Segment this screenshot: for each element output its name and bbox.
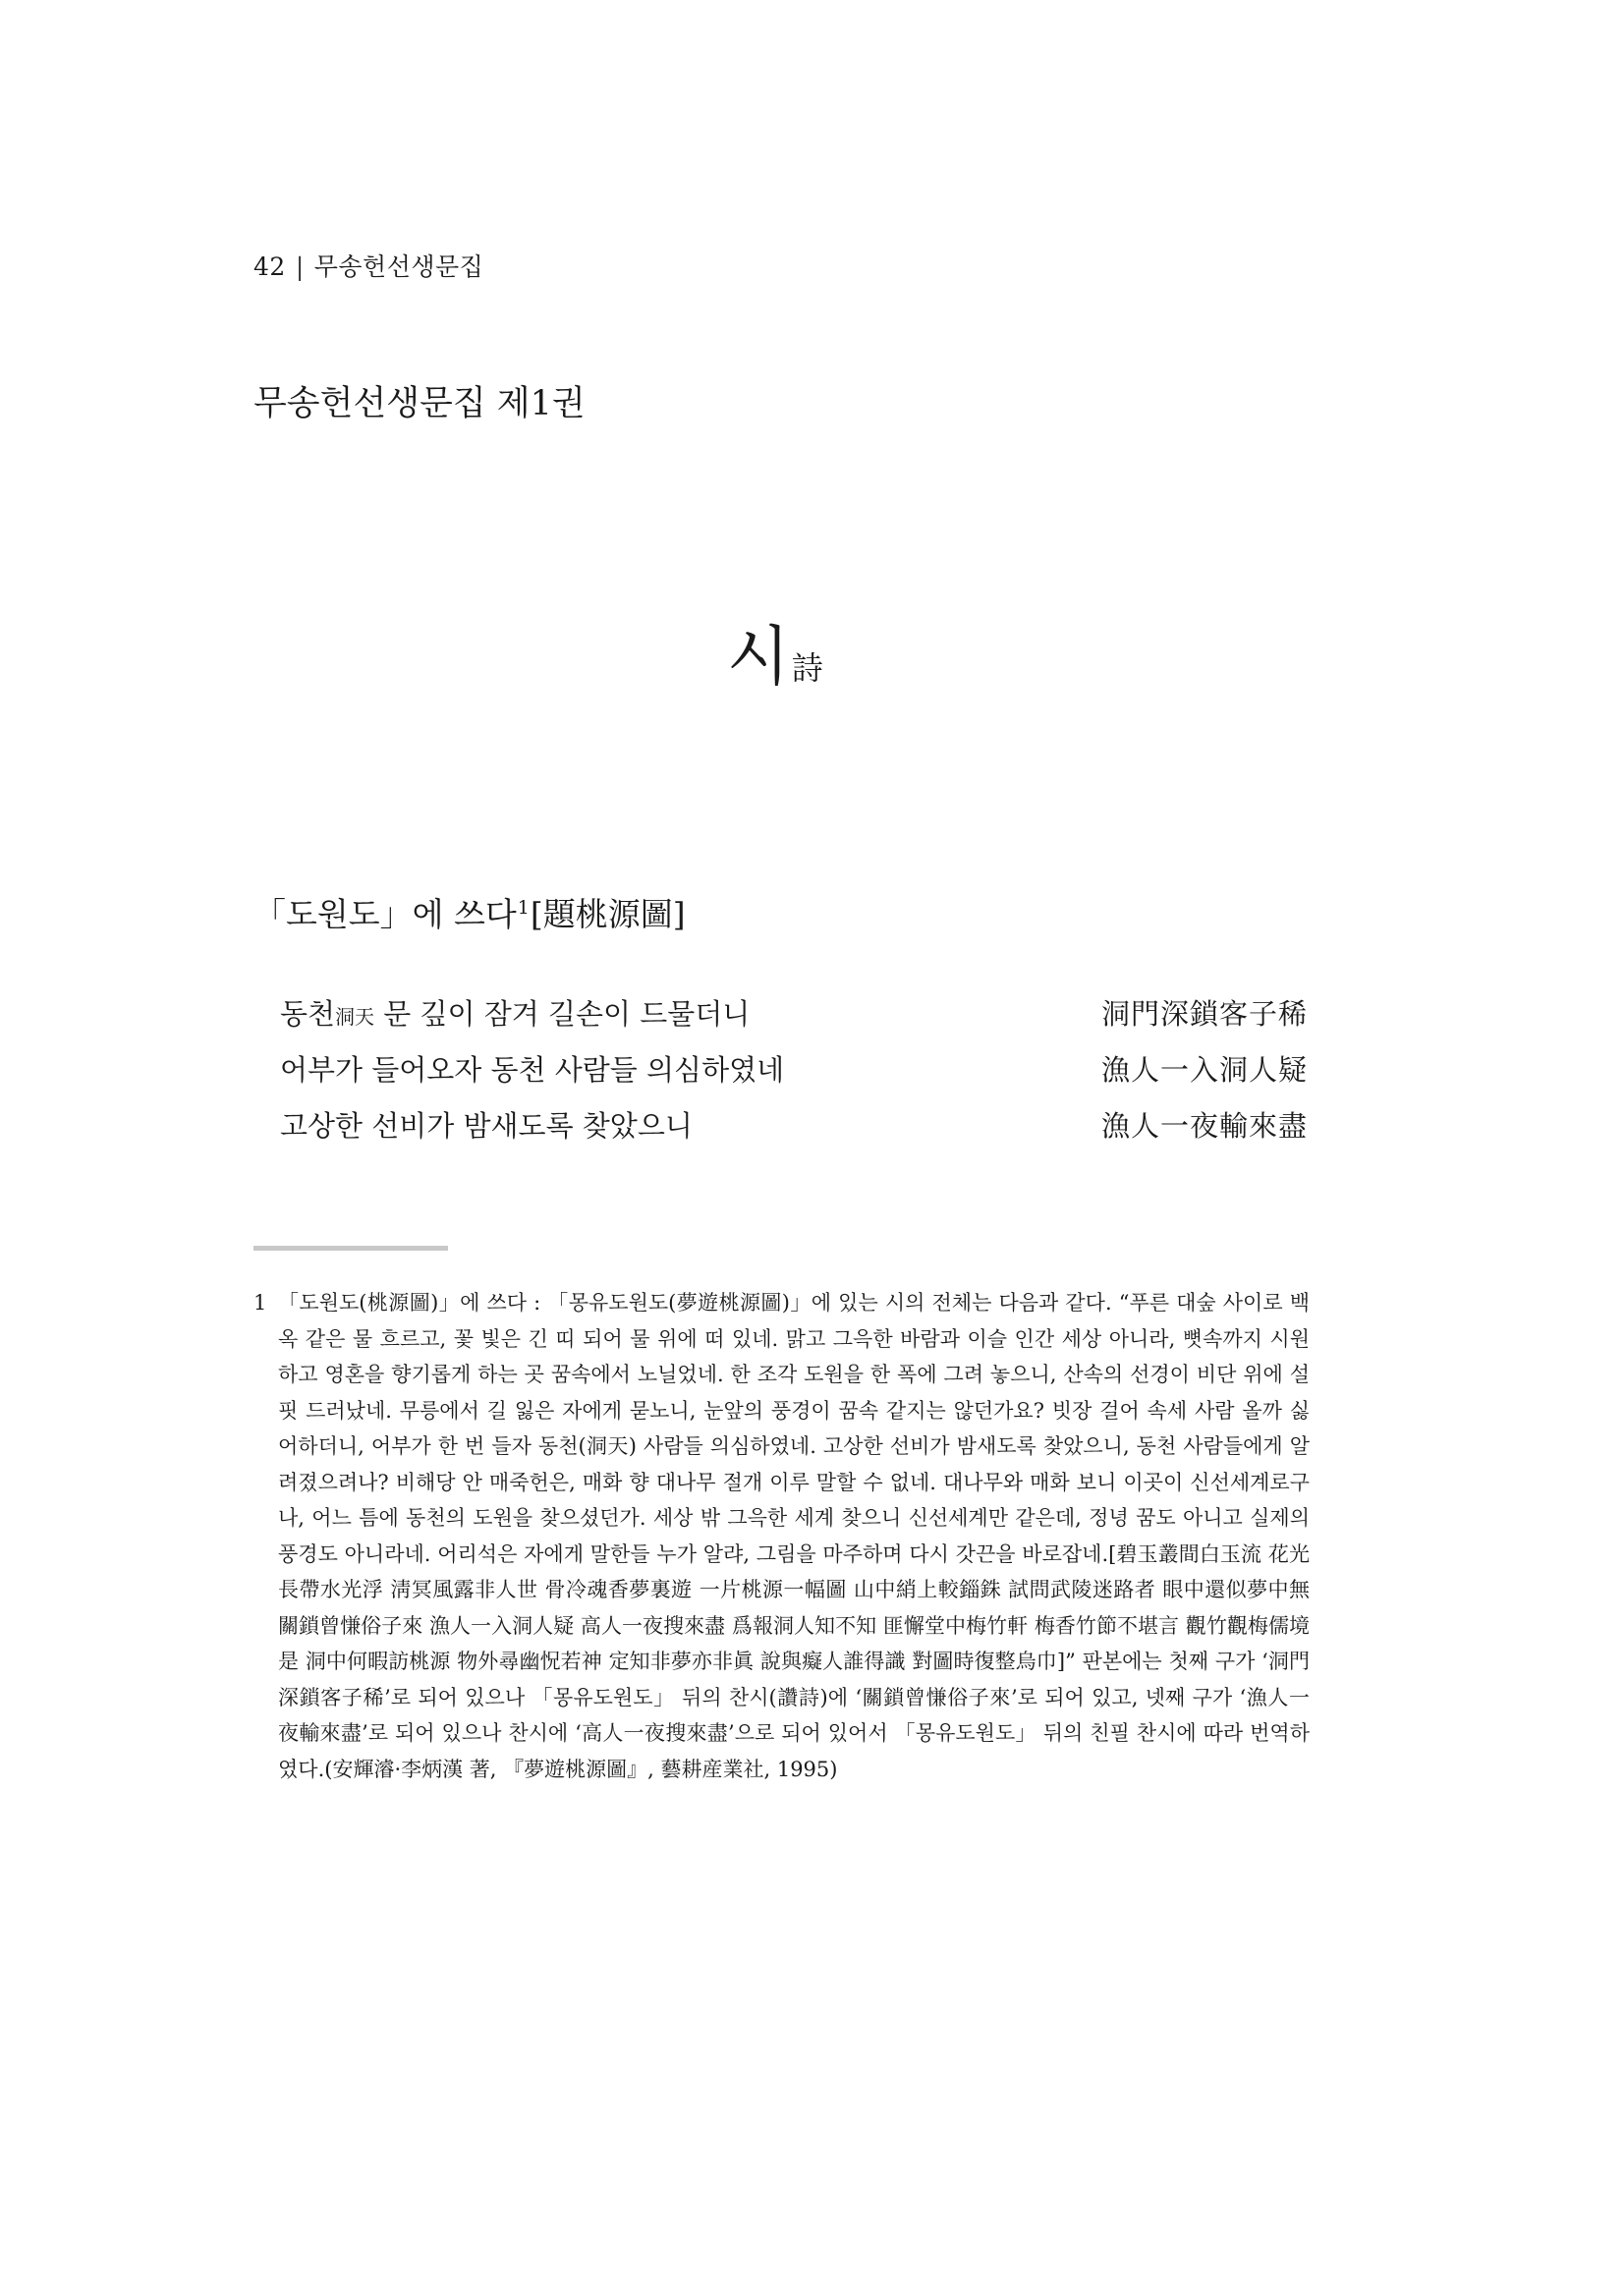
poem-line-chinese: 漁人一夜輸來盡 — [1100, 1109, 1308, 1143]
poem-title-hanja: [題桃源圖] — [530, 895, 686, 933]
footnote-divider — [253, 1246, 448, 1251]
section-title-hanja: 詩 — [791, 649, 823, 687]
footnote-reference[interactable]: 1 — [517, 897, 530, 919]
page-number: 42 — [253, 252, 286, 281]
running-head — [253, 248, 483, 283]
footnote — [253, 1285, 1310, 1787]
section-title-korean: 시 — [727, 619, 790, 695]
section-title — [727, 604, 823, 698]
poem-body — [280, 992, 1308, 1160]
poem-title — [253, 889, 686, 935]
volume-title: 무송헌선생문집 제1권 — [253, 384, 586, 423]
poem-line-korean-hanja: 洞天 — [335, 1005, 375, 1029]
poem-line — [280, 992, 1308, 1048]
poem-title-korean: 「도원도」에 쓰다 — [253, 895, 517, 933]
poem-line-chinese: 漁人一入洞人疑 — [1100, 1053, 1308, 1087]
poem-line-korean-rest: 문 깊이 잠겨 길손이 드물더니 — [374, 997, 751, 1031]
poem-line — [280, 1048, 1308, 1104]
footnote-number: 1 — [253, 1291, 267, 1315]
poem-line-korean-start: 동천 — [280, 997, 336, 1031]
poem-line-korean: 고상한 선비가 밤새도록 찾았으니 — [280, 1109, 693, 1143]
footnote-text: 「도원도(桃源圖)」에 쓰다 : 「몽유도원도(夢遊桃源圖)」에 있는 시의 전체는 다음과 같다. “푸른 대숲 사이로 백옥 같은 물 흐르고, 꽃 빛은 긴 띠 되어 물 위에 떠 있네. 맑고 그윽한 바람과 이슬 인간 세상 아니라, 뼛속까지 시원하고 영혼을 향기롭게 하는 곳 꿈속에서 노닐었네. 한 조각 도원을 한 폭에 그려 놓으니, 산속의 선경이 비단 위에 설핏 드러났네. 무릉에서 길 잃은 자에게 묻노니, 눈앞의 풍경이 꿈속 같지는 않던가요? 빗장 걸어 속세 사람 올까 싫어하더니, 어부가 한 번 들자 동천(洞天) 사람들 의심하였네. 고상한 선비가 밤새도록 찾았으니, 동천 사람들에게 알려졌으려나? 비해당 안 매죽헌은, 매화 향 대나무 절개 이루 말할 수 없네. 대나무와 매화 보니 이곳이 신선세계로구나, 어느 틈에 동천의 도원을 찾으셨던가. 세상 밖 그윽한 세계 찾으니 신선세계만 같은데, 정녕 꿈도 아니고 실제의 풍경도 아니라네. 어리석은 자에게 말한들 누가 알랴, 그림을 마주하며 다시 갓끈을 바로잡네.[碧玉叢間白玉流 花光長帶水光浮 淸冥風露非人世 骨冷魂香夢裏遊 一片桃源一幅圖 山中綃上較錙銖 試問武陵迷路者 眼中還似夢中無 關鎖曾慊俗子來 漁人一入洞人疑 高人一夜搜來盡 爲報洞人知不知 匪懈堂中梅竹軒 梅香竹節不堪言 觀竹觀梅儒境是 洞中何暇訪桃源 物外尋幽怳若神 定知非夢亦非眞 說與癡人誰得識 對圖時復整烏巾]” 판본에는 첫째 구가 ‘洞門深鎖客子稀’로 되어 있으나 「몽유도원도」 뒤의 찬시(讚詩)에 ‘關鎖曾慊俗子來’로 되어 있고, 넷째 구가 ‘漁人一夜輸來盡’로 되어 있으나 찬시에 ‘高人一夜搜來盡’으로 되어 있어서 「몽유도원도」 뒤의 친필 찬시에 따라 번역하였다.(安輝濬·李炳漢 著, 『夢遊桃源圖』, 藝耕産業社, 1995) — [278, 1291, 1310, 1781]
poem-line-chinese: 洞門深鎖客子稀 — [1100, 997, 1308, 1031]
running-head-title: 무송헌선생문집 — [313, 252, 484, 281]
header-separator: | — [295, 252, 305, 281]
poem-line-korean — [280, 992, 750, 1033]
poem-line-korean: 어부가 들어오자 동천 사람들 의심하였네 — [280, 1053, 785, 1087]
poem-line — [280, 1104, 1308, 1160]
